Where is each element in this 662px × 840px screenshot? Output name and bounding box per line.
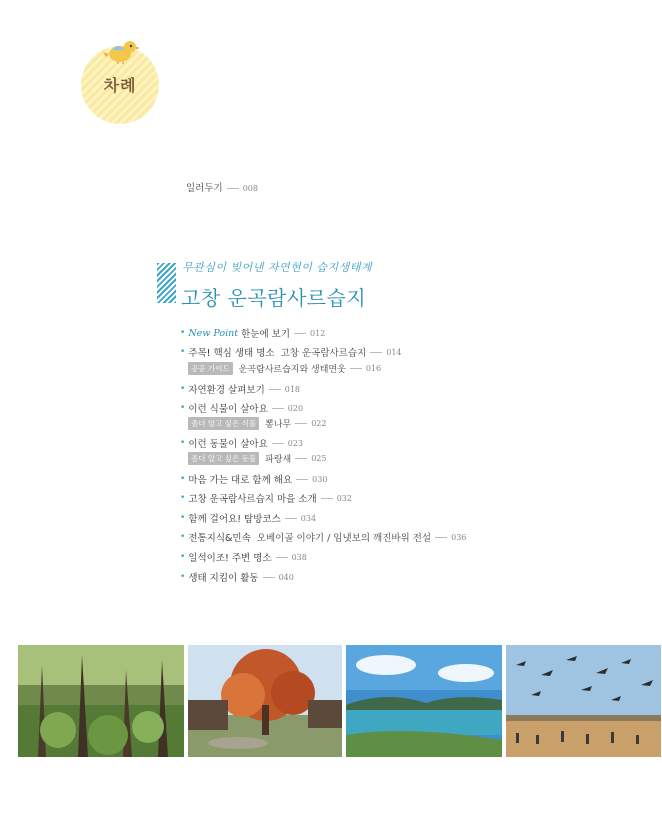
photo-autumn-tree — [188, 645, 342, 757]
photo-coast — [346, 645, 502, 757]
toc-item[interactable]: • 자연환경 살펴보기 018 — [180, 384, 301, 396]
toc-item[interactable]: • 이런 식물이 살아요 020 — [180, 403, 304, 415]
page-title: 차례 — [103, 76, 137, 95]
toc-item[interactable]: • New Point 한눈에 보기 012 — [180, 327, 326, 340]
toc-item[interactable]: • 고창 운곡람사르습지 마을 소개 032 — [180, 493, 352, 505]
bird-icon — [100, 36, 140, 64]
tag-badge: 좀더 알고 싶은 식물 — [188, 417, 259, 430]
photo-strip — [18, 645, 661, 757]
toc-item[interactable]: • 함께 걸어요! 탐방코스 034 — [180, 513, 317, 525]
photo-forest — [18, 645, 184, 757]
toc-item[interactable]: • 생태 지킴이 활동 040 — [180, 572, 294, 584]
toc-subitem[interactable]: 좀더 알고 싶은 식물 뽕나무 022 — [188, 417, 327, 430]
toc-item[interactable]: • 전통지식&민속 오베이골 이야기 / 임냇보의 깨진바위 전설 036 — [180, 532, 467, 544]
toc-item[interactable]: • 마음 가는 대로 함께 해요 030 — [180, 474, 328, 486]
intro-entry[interactable] — [186, 180, 258, 194]
tag-badge: 공공 가이드 — [188, 362, 233, 375]
section-subtitle: 무관심이 빚어낸 자연현이 습지생태계 — [182, 261, 373, 274]
leader-dash — [227, 188, 239, 189]
toc-item[interactable]: • 일석이조! 주변 명소 038 — [180, 552, 307, 564]
intro-page: 008 — [242, 184, 258, 193]
section-title: 고창 운곡람사르습지 — [181, 286, 367, 310]
toc-item[interactable]: • 이런 동물이 살아요 023 — [180, 438, 304, 450]
section-stripe — [157, 263, 176, 303]
toc-item[interactable]: • 주목! 핵심 생태 명소 고창 운곡람사르습지 014 — [180, 347, 402, 359]
toc-subitem[interactable]: 좀더 알고 싶은 동물 파랑새 025 — [188, 452, 327, 465]
toc-subitem[interactable]: 공공 가이드 운곡람사르습지와 생태면웃 016 — [188, 362, 381, 375]
photo-cranes — [506, 645, 661, 757]
intro-label: 일러두기 — [186, 183, 223, 194]
tag-badge: 좀더 알고 싶은 동물 — [188, 452, 259, 465]
new-point-label: New Point — [188, 327, 239, 339]
